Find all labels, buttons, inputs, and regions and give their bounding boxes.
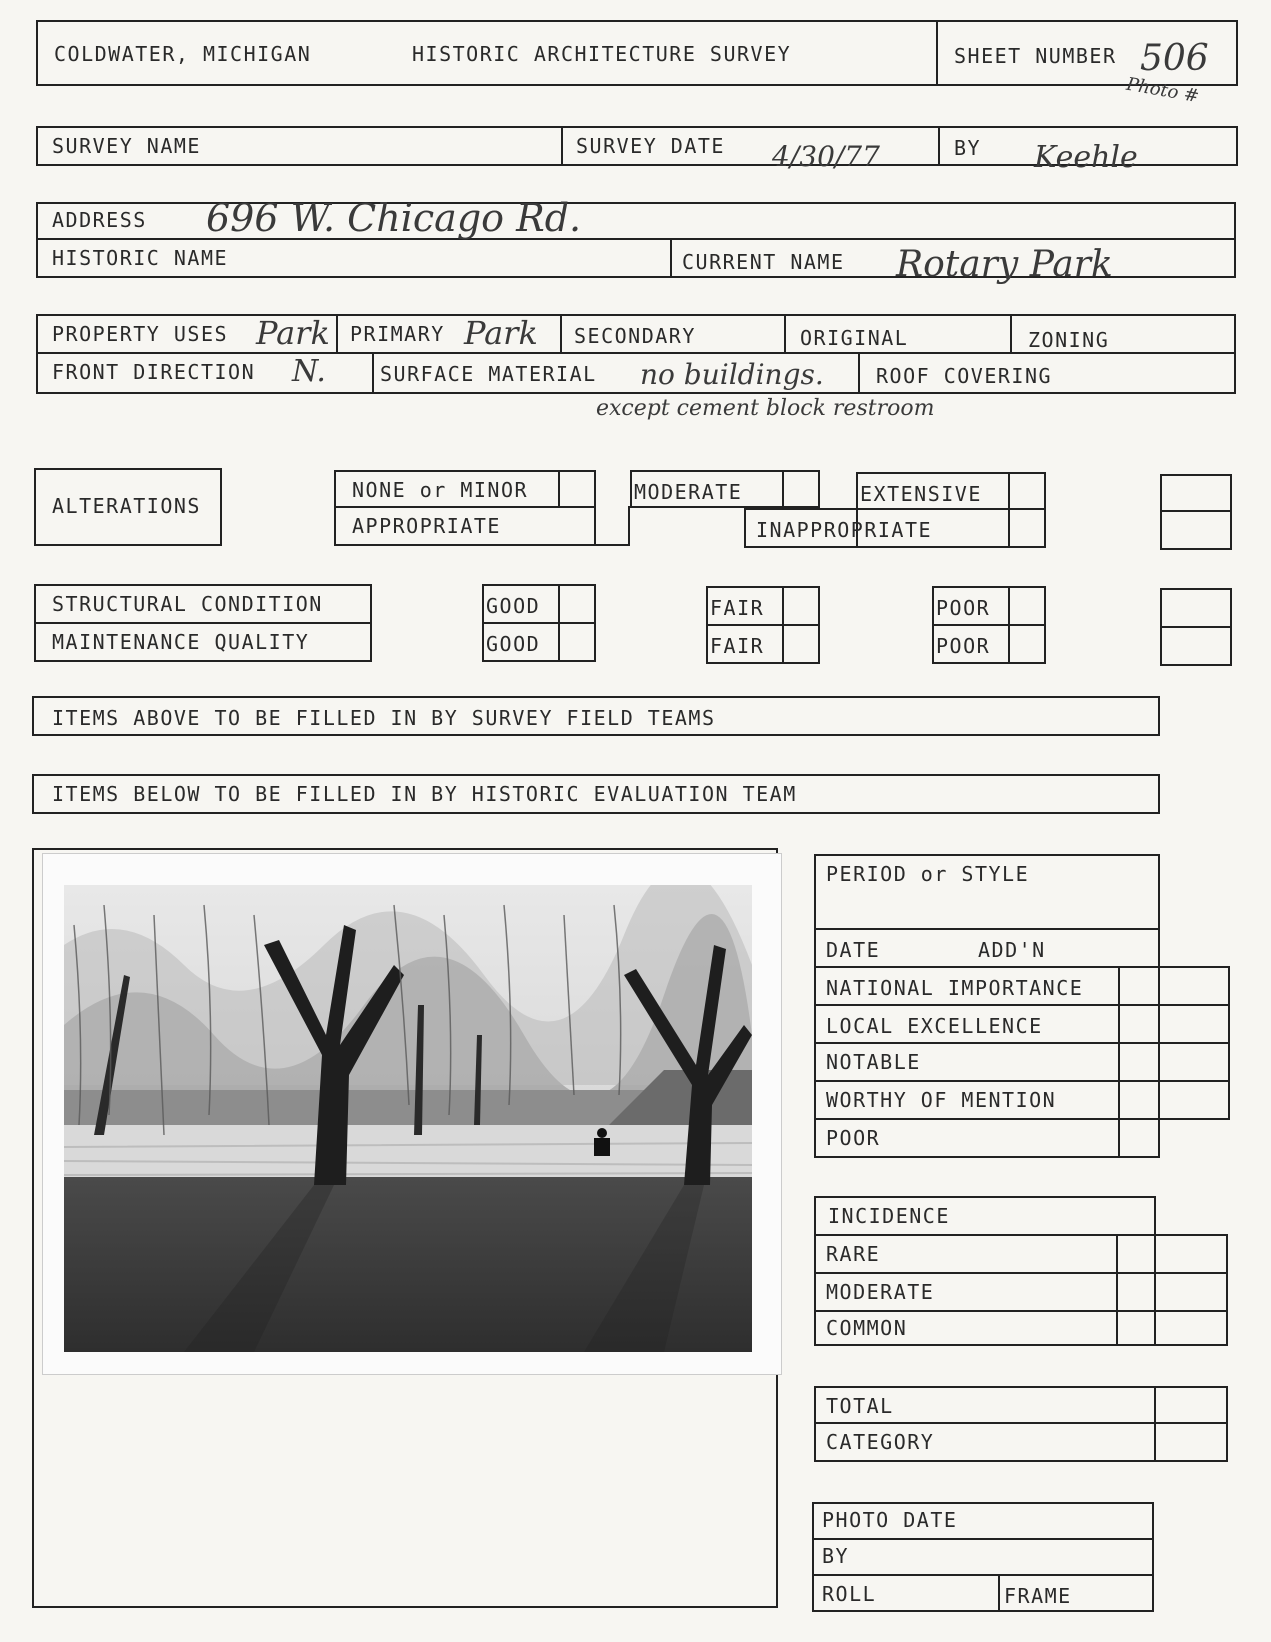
header-divider	[936, 20, 938, 86]
survey-by-label: BY	[954, 136, 982, 160]
condition-right-divider	[1160, 626, 1232, 628]
frame-label: FRAME	[1004, 1584, 1072, 1608]
current-name-value: Rotary Park	[896, 244, 1113, 285]
alterations-check-col	[558, 470, 560, 506]
appropriate-check-left	[594, 506, 596, 546]
sheet-number-label: SHEET NUMBER	[954, 44, 1117, 68]
evaluation-check-col-2	[1228, 966, 1230, 1118]
park-photo-image	[64, 885, 752, 1352]
historic-name-label: HISTORIC NAME	[52, 246, 229, 270]
evaluation-divider-5	[814, 1080, 1230, 1082]
alterations-right-box	[1160, 474, 1232, 550]
common-label: COMMON	[826, 1316, 908, 1340]
sheet-photo-note: Photo #	[1124, 73, 1201, 108]
incidence-divider-1	[814, 1234, 1228, 1236]
alterations-divider	[334, 506, 596, 508]
property-uses-label: PROPERTY USES	[52, 322, 229, 346]
field-teams-note: ITEMS ABOVE TO BE FILLED IN BY SURVEY FIELD TEAMS	[52, 706, 716, 730]
structural-condition-label: STRUCTURAL CONDITION	[52, 592, 323, 616]
address-label: ADDRESS	[52, 208, 147, 232]
alterations-label: ALTERATIONS	[52, 494, 201, 518]
site-photograph	[64, 885, 752, 1352]
incidence-divider-3	[814, 1310, 1228, 1312]
evaluation-divider-1	[814, 928, 1160, 930]
poor-divider	[932, 624, 1046, 626]
alterations-right-divider	[1160, 510, 1232, 512]
survey-date-label: SURVEY DATE	[576, 134, 725, 158]
notable-label: NOTABLE	[826, 1050, 921, 1074]
alteration-inappropriate: INAPPROPRIATE	[756, 518, 933, 542]
alteration-extensive: EXTENSIVE	[860, 482, 982, 506]
property-divider	[36, 352, 1236, 354]
secondary-label: SECONDARY	[574, 324, 696, 348]
structural-fair-label: FAIR	[710, 596, 765, 620]
totals-divider	[814, 1422, 1228, 1424]
photo-info-divider-1	[812, 1538, 1154, 1540]
local-excellence-label: LOCAL EXCELLENCE	[826, 1014, 1043, 1038]
original-label: ORIGINAL	[800, 326, 909, 350]
alteration-appropriate: APPROPRIATE	[352, 514, 501, 538]
alteration-moderate: MODERATE	[634, 480, 743, 504]
roll-label: ROLL	[822, 1582, 877, 1606]
evaluation-divider-4	[814, 1042, 1230, 1044]
property-col-1	[336, 314, 338, 352]
photo-info-divider-2	[812, 1574, 1154, 1576]
front-direction-value: N.	[292, 354, 326, 389]
appropriate-check-right	[628, 506, 630, 546]
photo-date-label: PHOTO DATE	[822, 1508, 958, 1532]
photo-info-frame-col	[998, 1574, 1000, 1612]
property-col-5	[372, 352, 374, 394]
total-label: TOTAL	[826, 1394, 894, 1418]
evaluation-divider-2	[814, 966, 1230, 968]
primary-label: PRIMARY	[350, 322, 445, 346]
category-label: CATEGORY	[826, 1430, 935, 1454]
property-col-4	[1010, 314, 1012, 352]
property-col-3	[784, 314, 786, 352]
addn-label: ADD'N	[978, 938, 1046, 962]
alteration-none-minor: NONE or MINOR	[352, 478, 529, 502]
primary-value: Park	[464, 314, 538, 352]
worthy-of-mention-label: WORTHY OF MENTION	[826, 1088, 1057, 1112]
good-divider	[482, 622, 596, 624]
national-importance-label: NATIONAL IMPORTANCE	[826, 976, 1084, 1000]
incidence-check-col-1	[1116, 1234, 1118, 1346]
surface-material-label: SURFACE MATERIAL	[380, 362, 597, 386]
incidence-check-col-2	[1226, 1234, 1228, 1346]
evaluation-poor-label: POOR	[826, 1126, 881, 1150]
survey-by-value: Keehle	[1034, 140, 1138, 175]
property-col-6	[858, 352, 860, 394]
survey-title: HISTORIC ARCHITECTURE SURVEY	[412, 42, 792, 66]
address-value: 696 W. Chicago Rd.	[206, 196, 582, 240]
survey-name-label: SURVEY NAME	[52, 134, 201, 158]
maintenance-fair-label: FAIR	[710, 634, 765, 658]
period-style-label: PERIOD or STYLE	[826, 862, 1030, 886]
fair-divider	[706, 624, 820, 626]
date-label: DATE	[826, 938, 881, 962]
current-name-label: CURRENT NAME	[682, 250, 845, 274]
maintenance-quality-label: MAINTENANCE QUALITY	[52, 630, 310, 654]
condition-divider	[34, 622, 372, 624]
property-col-2	[560, 314, 562, 352]
evaluation-box	[814, 854, 1160, 1158]
current-name-divider	[670, 238, 672, 278]
incidence-label: INCIDENCE	[828, 1204, 950, 1228]
city-label: COLDWATER, MICHIGAN	[54, 42, 312, 66]
roof-covering-label: ROOF COVERING	[876, 364, 1053, 388]
evaluation-team-note: ITEMS BELOW TO BE FILLED IN BY HISTORIC EVALUATION TEAM	[52, 782, 797, 806]
evaluation-divider-3	[814, 1004, 1230, 1006]
moderate-check-col	[782, 470, 784, 508]
front-direction-label: FRONT DIRECTION	[52, 360, 256, 384]
totals-check-col	[1154, 1386, 1156, 1462]
appropriate-check-bottom	[594, 544, 630, 546]
survey-divider-2	[938, 126, 940, 166]
structural-poor-label: POOR	[936, 596, 991, 620]
structural-good-label: GOOD	[486, 594, 541, 618]
survey-date-value: 4/30/77	[772, 140, 880, 173]
incidence-divider-4	[1154, 1344, 1228, 1346]
surface-material-value: no buildings.	[640, 358, 824, 391]
rare-label: RARE	[826, 1242, 881, 1266]
incidence-moderate-label: MODERATE	[826, 1280, 935, 1304]
photo-by-label: BY	[822, 1544, 850, 1568]
maintenance-poor-label: POOR	[936, 634, 991, 658]
incidence-divider-2	[814, 1272, 1228, 1274]
survey-divider-1	[561, 126, 563, 166]
sheet-number-value: 506	[1140, 38, 1209, 79]
evaluation-check-col-1	[1118, 966, 1120, 1158]
surface-material-note: except cement block restroom	[596, 396, 935, 421]
evaluation-divider-6	[814, 1118, 1230, 1120]
zoning-label: ZONING	[1028, 328, 1110, 352]
property-uses-value: Park	[256, 314, 330, 352]
maintenance-good-label: GOOD	[486, 632, 541, 656]
